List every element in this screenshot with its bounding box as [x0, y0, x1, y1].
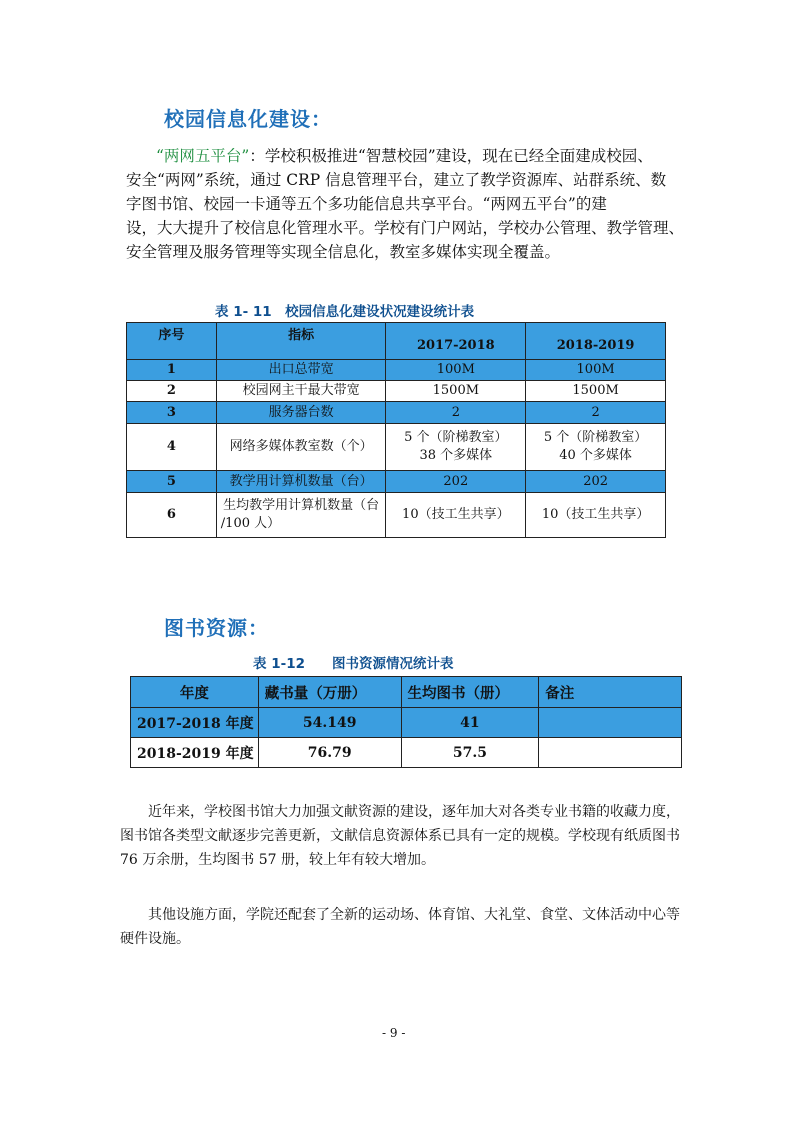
table-cell: 网络多媒体教室数（个）	[216, 424, 386, 471]
table-cell: 10（技工生共享）	[386, 493, 526, 538]
table-cell: 6	[127, 493, 217, 538]
table-row	[127, 471, 666, 493]
library-paragraph	[120, 800, 700, 872]
table-cell: 202	[526, 471, 666, 493]
table-cell: 57.5	[401, 738, 539, 768]
paragraph-line: 字图书馆、校园一卡通等五个多功能信息共享平台。“两网五平台”的建	[126, 195, 607, 213]
table-cell: 41	[401, 708, 539, 738]
table-row	[131, 708, 682, 738]
table-row	[127, 402, 666, 424]
table-cell	[539, 708, 682, 738]
paragraph-line: 安全“两网”系统，通过 CRP 信息管理平台，建立了教学资源库、站群系统、数	[126, 171, 667, 189]
paragraph-line: 其他设施方面，学院还配套了全新的运动场、体育馆、大礼堂、食堂、文体活动中心等	[148, 907, 680, 923]
header-cell: 备注	[539, 677, 682, 708]
table-cell	[526, 424, 666, 471]
table-cell: 76.79	[258, 738, 401, 768]
cell-line: 5 个（阶梯教室）	[404, 430, 508, 445]
section-heading-library: 图书资源：	[164, 616, 269, 640]
table-cell: 54.149	[258, 708, 401, 738]
facilities-paragraph	[120, 903, 700, 951]
table-cell: 5	[127, 471, 217, 493]
table-row	[131, 738, 682, 768]
table-cell	[539, 738, 682, 768]
cell-line: 生均教学用计算机数量（台	[223, 498, 380, 513]
paragraph-line: 76 万余册，生均图书 57 册，较上年有较大增加。	[120, 852, 435, 868]
table-cell: 202	[386, 471, 526, 493]
header-cell: 序号	[127, 323, 217, 360]
header-cell: 2018-2019	[526, 323, 666, 360]
table-row	[127, 360, 666, 381]
table-cell: 2	[127, 381, 217, 402]
page-number: - 9 -	[382, 1026, 406, 1040]
table-caption: 表 1-12 图书资源情况统计表	[253, 656, 454, 672]
table-cell: 服务器台数	[216, 402, 386, 424]
library-stats-table	[130, 676, 682, 768]
table-header-row	[131, 677, 682, 708]
table-cell	[386, 424, 526, 471]
table-cell: 2	[526, 402, 666, 424]
table-caption: 表 1- 11 校园信息化建设状况建设统计表	[215, 304, 475, 320]
table-cell	[216, 493, 386, 538]
table-cell: 1500M	[386, 381, 526, 402]
cell-line: 40 个多媒体	[559, 448, 632, 463]
paragraph-line: 安全管理及服务管理等实现全信息化，教室多媒体实现全覆盖。	[126, 243, 561, 261]
section-heading-it: 校园信息化建设：	[164, 107, 332, 131]
cell-line: 5 个（阶梯教室）	[543, 430, 648, 445]
table-cell: 教学用计算机数量（台）	[216, 471, 386, 493]
table-cell: 校园网主干最大带宽	[216, 381, 386, 402]
table-cell: 2018-2019 年度	[131, 738, 259, 768]
table-cell: 100M	[526, 360, 666, 381]
it-stats-table	[126, 322, 666, 538]
paragraph-line: ：学校积极推进“智慧校园”建设，现在已经全面建成校园、	[249, 147, 653, 165]
table-cell: 2	[386, 402, 526, 424]
header-cell: 指标	[216, 323, 386, 360]
table-cell: 10（技工生共享）	[526, 493, 666, 538]
table-cell: 2017-2018 年度	[131, 708, 259, 738]
table-cell: 出口总带宽	[216, 360, 386, 381]
header-cell: 年度	[131, 677, 259, 708]
table-cell: 1500M	[526, 381, 666, 402]
paragraph-line: 设，大大提升了校信息化管理水平。学校有门户网站，学校办公管理、教学管理、	[126, 219, 685, 237]
cell-line: /100 人）	[220, 516, 281, 531]
section-paragraph-it	[126, 144, 686, 264]
header-cell: 2017-2018	[386, 323, 526, 360]
table-header-row	[127, 323, 666, 360]
paragraph-line: 硬件设施。	[120, 931, 190, 947]
table-row	[127, 381, 666, 402]
table-row	[127, 424, 666, 471]
table-cell: 100M	[386, 360, 526, 381]
table-row	[127, 493, 666, 538]
paragraph-line: 近年来，学校图书馆大力加强文献资源的建设，逐年加大对各类专业书籍的收藏力度，	[148, 804, 680, 820]
header-cell: 生均图书（册）	[401, 677, 539, 708]
cell-line: 38 个多媒体	[419, 448, 493, 463]
header-cell: 藏书量（万册）	[258, 677, 401, 708]
table-cell: 4	[127, 424, 217, 471]
table-cell: 1	[127, 360, 217, 381]
table-cell: 3	[127, 402, 217, 424]
paragraph-line: 图书馆各类型文献逐步完善更新，文献信息资源体系已具有一定的规模。学校现有纸质图书	[120, 828, 680, 844]
highlight-text: “两网五平台”	[156, 147, 250, 165]
